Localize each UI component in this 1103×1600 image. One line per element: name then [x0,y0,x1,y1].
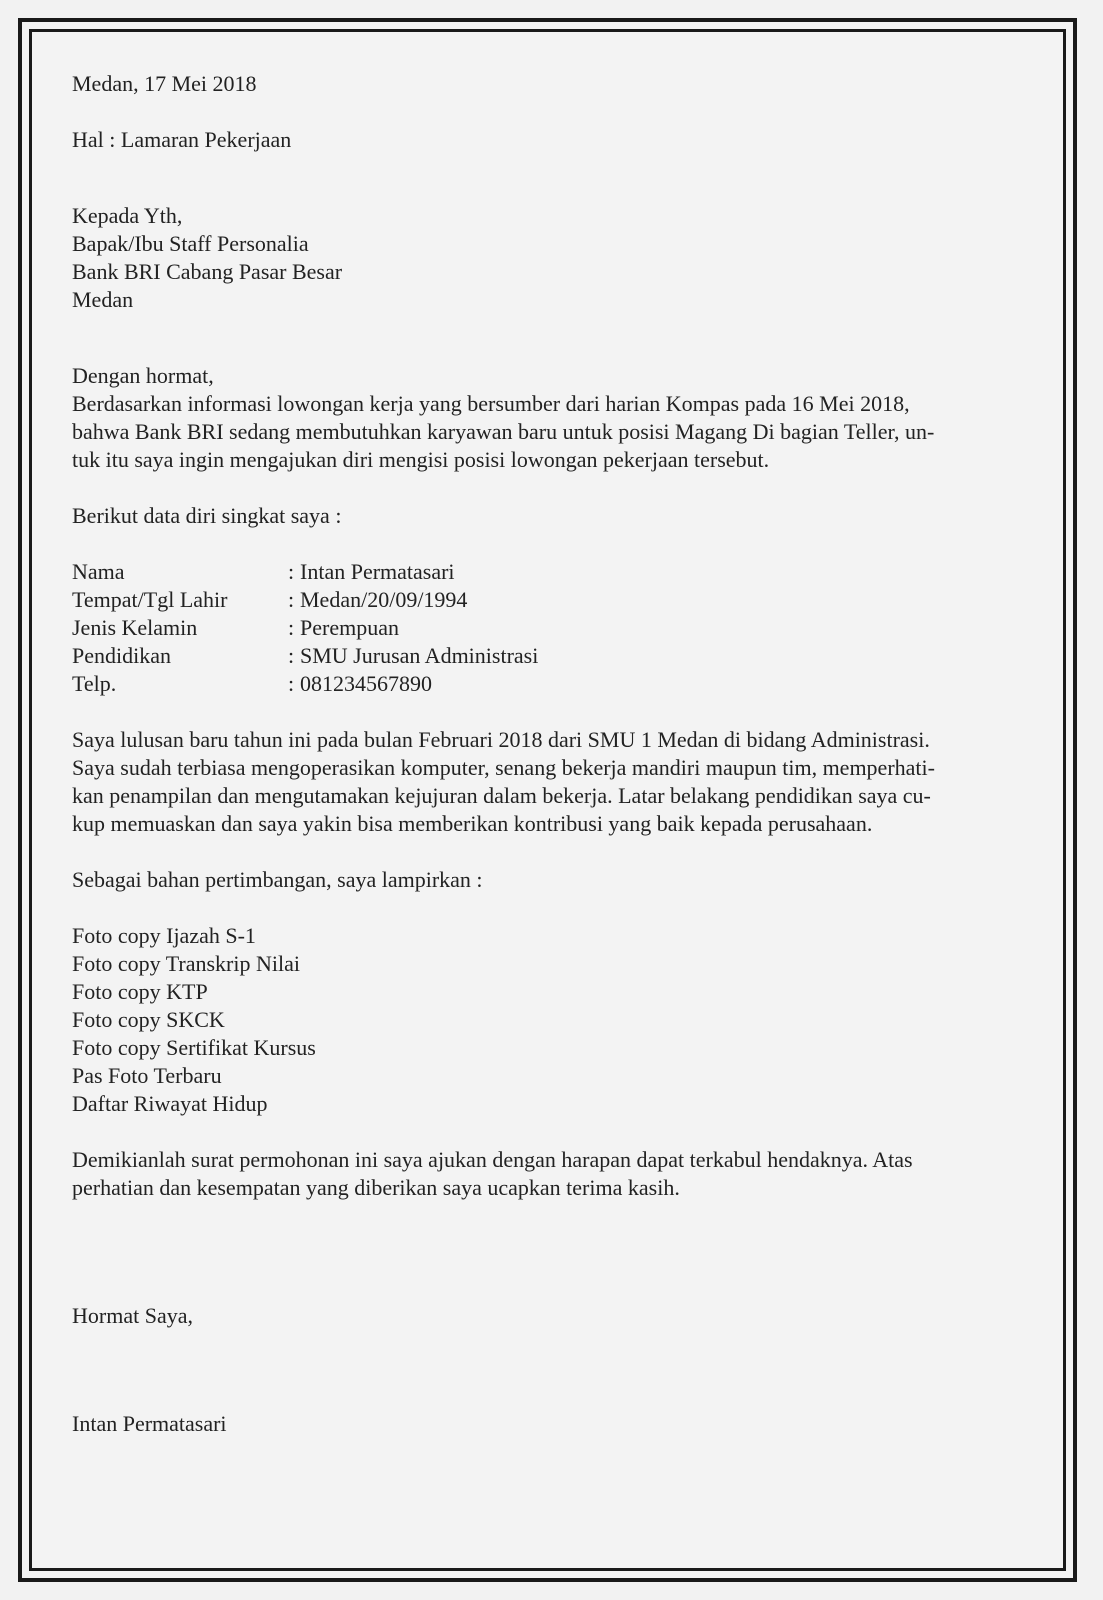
field-separator: : [288,615,295,640]
experience-line: Saya lulusan baru tahun ini pada bulan Februari 2018 dari SMU 1 Medan di bidang Administrasi. [72,727,930,752]
intro-line: bahwa Bank BRI sedang membutuhkan karyawan baru untuk posisi Magang Di bagian Teller, un- [72,419,935,444]
field-value: Intan Permatasari [300,559,455,584]
experience-line: kup memuaskan dan saya yakin bisa memberikan kontribusi yang baik kepada perusahaan. [72,811,873,836]
field-value: 081234567890 [300,671,432,696]
attachment-item: Foto copy Ijazah S-1 [72,923,256,948]
place-date: Medan, 17 Mei 2018 [72,71,257,96]
experience-line: kan penampilan dan mengutamakan kejujuran dalam bekerja. Latar belakang pendidikan saya cu- [72,783,931,808]
closing-paragraph [72,1146,1032,1202]
personal-data-row [72,642,1032,670]
recipient-block [72,202,1032,314]
data-intro: Berikut data diri singkat saya : [72,503,342,528]
attachment-item: Pas Foto Terbaru [72,1063,222,1088]
field-value: Medan/20/09/1994 [300,587,468,612]
attachments-intro: Sebagai bahan pertimbangan, saya lampirkan : [72,867,483,892]
intro-line: tuk itu saya ingin mengajukan diri mengisi posisi lowongan pekerjaan tersebut. [72,447,770,472]
field-label: Pendidikan [72,643,171,668]
intro-line: Berdasarkan informasi lowongan kerja yang bersumber dari harian Kompas pada 16 Mei 2018, [72,391,910,416]
recipient-line: Bapak/Ibu Staff Personalia [72,231,309,256]
attachment-item: Daftar Riwayat Hidup [72,1091,268,1116]
attachment-item: Foto copy KTP [72,979,208,1004]
personal-data-row [72,586,1032,614]
field-separator: : [288,671,295,696]
letter-body [72,70,1032,1438]
closing-line: perhatian dan kesempatan yang diberikan saya ucapkan terima kasih. [72,1175,680,1200]
greeting: Dengan hormat, [72,363,214,388]
intro-paragraph [72,390,1032,474]
field-separator: : [288,559,295,584]
field-separator: : [288,587,295,612]
experience-line: Saya sudah terbiasa mengoperasikan komputer, senang bekerja mandiri maupun tim, memperhati- [72,755,935,780]
signature-name: Intan Permatasari [72,1411,227,1436]
personal-data-list [72,558,1032,698]
attachment-item: Foto copy Sertifikat Kursus [72,1035,316,1060]
letter-subject: Hal : Lamaran Pekerjaan [72,127,292,152]
field-label: Telp. [72,671,117,696]
attachment-item: Foto copy Transkrip Nilai [72,951,300,976]
field-value: Perempuan [300,615,399,640]
recipient-line: Kepada Yth, [72,203,183,228]
recipient-line: Bank BRI Cabang Pasar Besar [72,259,343,284]
field-label: Tempat/Tgl Lahir [72,587,228,612]
closing-line: Demikianlah surat permohonan ini saya ajukan dengan harapan dapat terkabul hendaknya. Atas [72,1147,913,1172]
field-value: SMU Jurusan Administrasi [300,643,539,668]
experience-paragraph [72,726,1032,838]
field-label: Jenis Kelamin [72,615,198,640]
field-label: Nama [72,559,125,584]
attachment-item: Foto copy SKCK [72,1007,225,1032]
signature-salutation: Hormat Saya, [72,1303,193,1328]
personal-data-row [72,614,1032,642]
personal-data-row [72,558,1032,586]
personal-data-row [72,670,1032,698]
field-separator: : [288,643,295,668]
recipient-line: Medan [72,287,134,312]
attachments-list [72,922,1032,1118]
